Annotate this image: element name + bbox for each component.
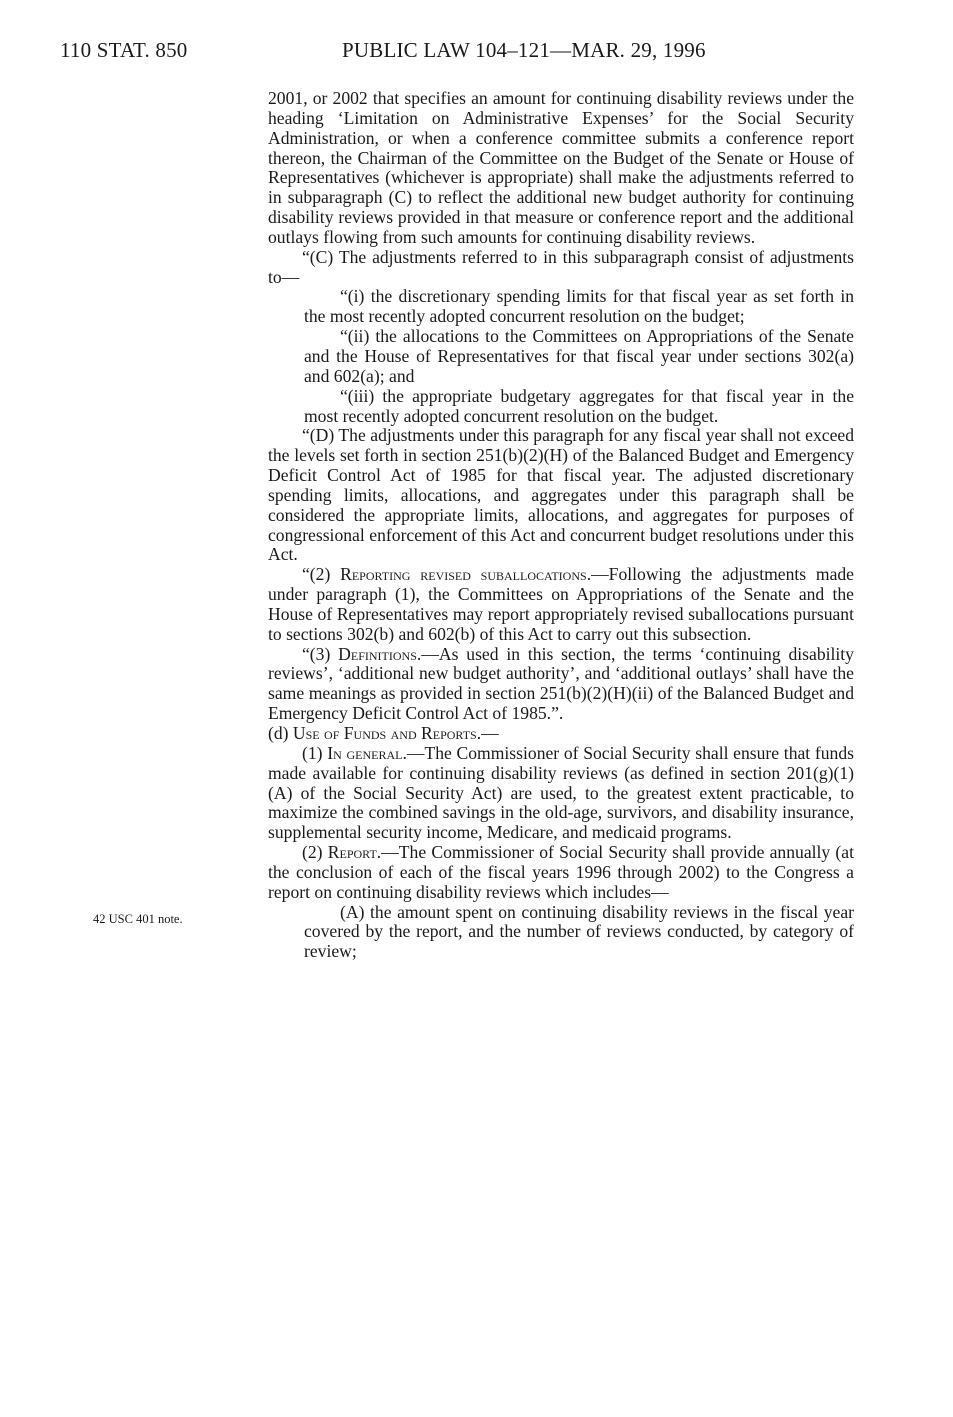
clause-iii-text: “(iii) the appropriate budgetary aggregates for that fiscal year in the most recently adopted concurrent resolution on the budget. [304,385,854,426]
paragraph-3-heading: Definitions [338,643,417,664]
paragraph-3-lead: “(3) [302,643,339,664]
clause-ii-text: “(ii) the allocations to the Committees on Appropriations of the Senate and the House of Representatives for that fiscal year under sections 302(a) and 602(a); and [304,326,854,386]
clause-ii [268,327,854,387]
d2-body: .—The Commissioner of Social Security shall provide annually (at the conclusion of each of the fiscal years 1996 through 2002) to the Congress a report on continuing disability reviews which includes— [268,842,854,902]
subparagraph-c: “(C) The adjustments referred to in this subparagraph consist of adjustments to— [268,246,854,287]
paragraph-2-lead: “(2) [302,564,341,585]
subparagraph-a-text: (A) the amount spent on continuing disability reviews in the fiscal year covered by the report, and the number of reviews conducted, by category of review; [304,901,854,962]
paragraph-3 [268,645,854,724]
paragraph-2-body: .—Following the adjustments made under paragraph (1), the Committees on Appropriations of the Senate and the House of Representatives may report appropriately revised suballocations pursuant to sections 302(b) and 602(b) of this Act to carry out this subsection. [268,564,854,644]
subsection-d-body: .— [476,723,499,743]
subsection-d-heading: Use of Funds and Reports [292,723,477,743]
subparagraph-a [268,903,854,963]
clause-i-text: “(i) the discretionary spending limits for that fiscal year as set forth in the most recently adopted concurrent resolution on the budget; [304,286,854,327]
d1-heading: In general [327,742,403,763]
paragraph-2-heading: Reporting revised suballocations [340,564,587,585]
margin-note: 42 USC 401 note. [93,912,183,926]
statute-body [268,89,854,962]
statute-page-number: 110 STAT. 850 [60,38,188,62]
clause-iii [268,387,854,427]
page-header [0,38,953,68]
subsection-d-paragraph-2 [268,843,854,903]
clause-i [268,287,854,327]
subsection-d [268,724,854,744]
subsection-d-paragraph-1 [268,744,854,843]
d1-lead: (1) [302,742,328,763]
paragraph-2 [268,565,854,644]
d1-body: .—The Commissioner of Social Security shall ensure that funds made available for continuing disability reviews (as defined in section 201(g)(1)(A) of the Social Security Act) are used, to the greatest extent practicable, to maximize the combined savings in the old-age, survivors, and disability insurance, supplemental security income, Medicare, and medicaid programs. [268,742,854,843]
public-law-citation: PUBLIC LAW 104–121—MAR. 29, 1996 [342,38,706,62]
paragraph-continuation: 2001, or 2002 that specifies an amount for continuing disability reviews under the heading ‘Limitation on Administrative Expenses’ for the Social Security Administration, or when a conference committee submits a conference report thereon, the Chairman of the Committee on the Budget of the Senate or House of Representatives (whichever is appropriate) shall make the adjustments referred to in subparagraph (C) to reflect the additional new budget authority for continuing disability reviews provided in that measure or conference report and the additional outlays flowing from such amounts for continuing disability reviews. [268,88,854,247]
paragraph-3-body: .—As used in this section, the terms ‘continuing disability reviews’, ‘additional new budget authority’, and ‘additional outlays’ shall have the same meanings as provided in section 251(b)(2)(H)(ii) of the Balanced Budget and Emergency Deficit Control Act of 1985.”. [268,643,854,724]
d2-lead: (2) [302,842,328,863]
subparagraph-d: “(D) The adjustments under this paragraph for any fiscal year shall not exceed the levels set forth in section 251(b)(2)(H) of the Balanced Budget and Emergency Deficit Control Act of 1985 for that fiscal year. The adjusted discretionary spending limits, allocations, and aggregates under this paragraph shall be considered the appropriate limits, allocations, and aggregates for purposes of congressional enforcement of this Act and concurrent budget resolutions under this Act. [268,425,854,565]
d2-heading: Report [327,842,377,863]
subsection-d-lead: (d) [268,723,293,743]
